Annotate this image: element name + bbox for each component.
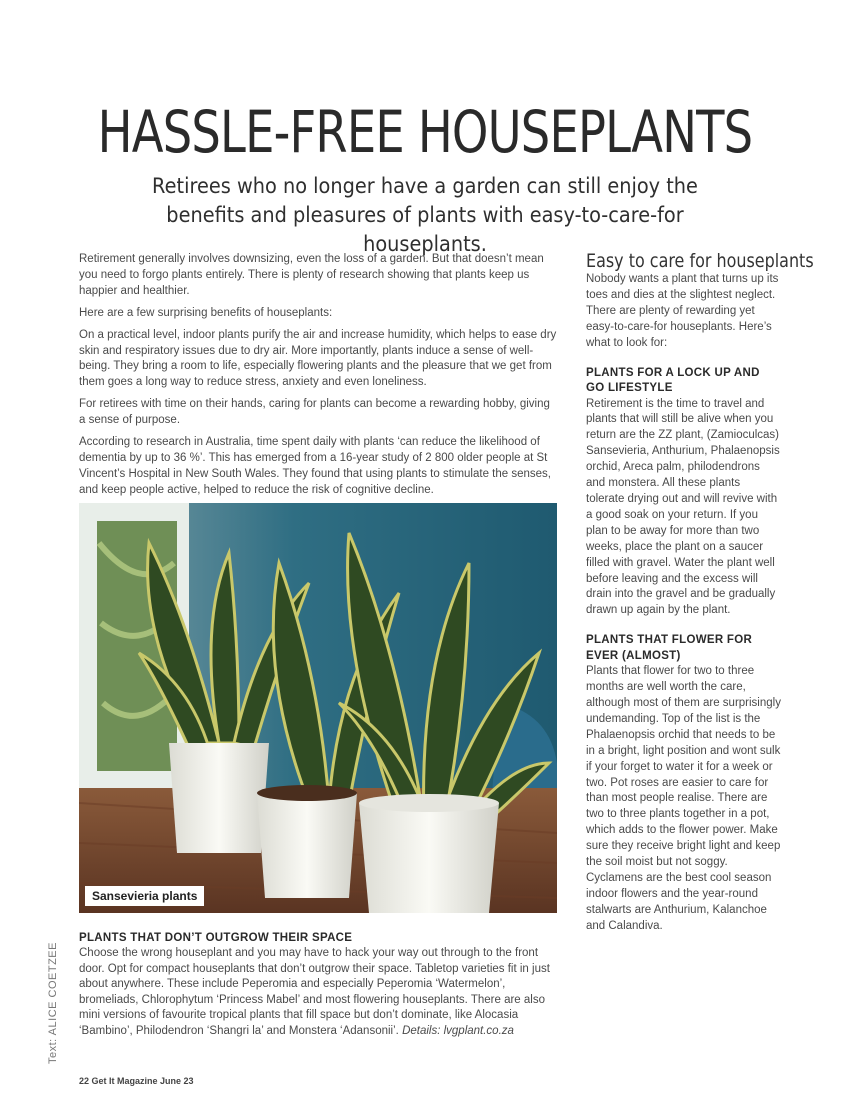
page-folio: 22 Get It Magazine June 23	[79, 1076, 194, 1086]
intro-paragraph: Retirement generally involves downsizing, even the loss of a garden. But that doesn’t mean you need to forgo plants entirely. There is plenty of research showing that plants keep us happier and healthier.	[79, 253, 544, 297]
sansevieria-photo	[79, 503, 557, 913]
outgrow-section	[79, 930, 557, 1040]
lockup-heading: PLANTS FOR A LOCK UP AND GO LIFESTYLE	[586, 366, 760, 395]
intro-paragraph: According to research in Australia, time spent daily with plants ‘can reduce the likelihood of dementia by up to 36 %’. This has emerged from a 16-year study of 2 800 older people at St Vincent’s Hospital in New South Wales. They found that using plants to stimulate the senses, and keep people active, helped to reduce the risk of cognitive decline.	[79, 436, 551, 496]
standfirst: Retirees who no longer have a garden can still enjoy the benefits and pleasures of plants with easy-to-care-for houseplants.	[152, 174, 698, 256]
flower-body: Plants that flower for two to three months are well worth the care, although most of them are surprisingly undemanding. Top of the list is the Phalaenopsis orchid that needs to be in a bright, light position and wont sulk if your forget to water it for a week or two. Pot roses are easier to care for than most people realise. There are two to three plants together in a pot, which adds to the flower power. Make sure they receive bright light and keep the soil moist but not soggy. Cyclamens are the best cool season indoor flowers and the year-round stalwarts are Anthurium, Kalanchoe and Calandiva.	[586, 665, 781, 932]
outgrow-body-text: Choose the wrong houseplant and you may have to hack your way out through to the front door. Opt for compact houseplants that don’t outgrow their space. Tabletop varieties fit in just about anywhere. These include Peperomia and especially Peperomia ‘Watermelon’, bromeliads, Chlorophytum ‘Princess Mabel’ and most flowering houseplants. There are also mini versions of favourite tropical plants that fill space but don’t dominate, like Alocasia ‘Bambino’, Philodendron ‘Shangri la’ and Monstera ‘Adansonii’.	[79, 947, 550, 1037]
sidebar-column	[586, 250, 814, 935]
outgrow-body	[79, 946, 557, 1040]
photo-illustration	[79, 503, 557, 913]
intro-paragraph: Here are a few surprising benefits of houseplants:	[79, 306, 333, 319]
lockup-body: Retirement is the time to travel and plants that will still be alive when you return are the ZZ plant, (Zamioculcas) Sansevieria, Anthurium, Phalaenopsis orchid, Areca palm, philodendrons and monstera. All these plants tolerate drying out and will revive with a good soak on your return. If you plan to be away for more than two weeks, place the plant on a saucer filled with gravel. Water the plant well before leaving and the excess will drain into the gravel and be gradually drawn up again by the plant.	[586, 397, 780, 617]
intro-paragraph: For retirees with time on their hands, caring for plants can become a rewarding hobby, giving a sense of purpose.	[79, 398, 550, 427]
photo-caption: Sansevieria plants	[85, 886, 204, 906]
outgrow-heading: PLANTS THAT DON’T OUTGROW THEIR SPACE	[79, 932, 353, 944]
details-link-text: Details: lvgplant.co.za	[402, 1024, 514, 1037]
sidebar-intro: Nobody wants a plant that turns up its toes and dies at the slightest neglect. There are plenty of rewarding yet easy-to-care-for houseplants. Here’s what to look for:	[586, 273, 779, 349]
headline: HASSLE-FREE HOUSEPLANTS	[97, 98, 753, 166]
flower-heading: PLANTS THAT FLOWER FOR EVER (ALMOST)	[586, 634, 753, 662]
intro-paragraph: On a practical level, indoor plants purify the air and increase humidity, which helps to ease dry skin and respiratory issues due to dry air. More importantly, plants induce a sense of well-being. They bring a room to life, especially flowering plants and the pleasure that we get from them goes a long way to reduce stress, anxiety and even loneliness.	[79, 328, 557, 389]
sidebar-heading: Easy to care for houseplants	[586, 250, 814, 272]
author-credit: Text: ALICE COETZEE	[47, 942, 59, 1064]
intro-text	[79, 252, 557, 505]
